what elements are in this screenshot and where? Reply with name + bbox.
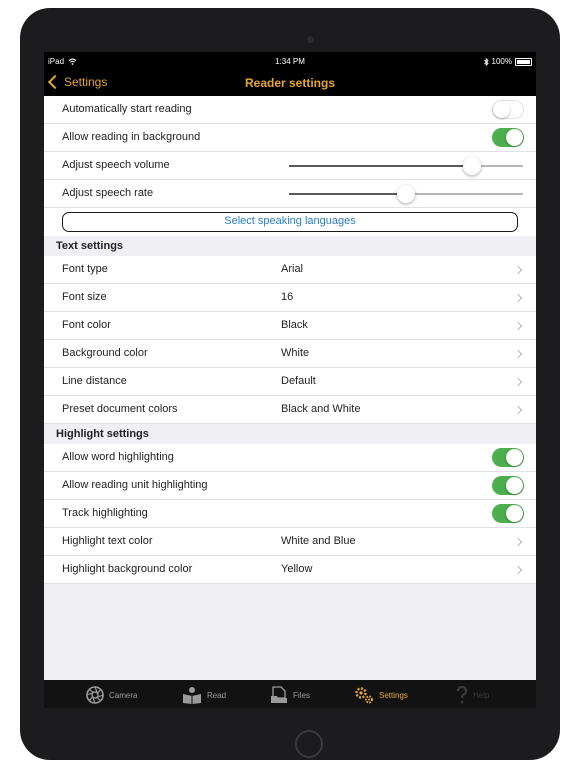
row-value: 16 [281, 291, 294, 303]
tab-bar [44, 680, 536, 708]
row-auto-start [44, 96, 536, 124]
battery-percent: 100% [491, 57, 512, 66]
toggle-knob [506, 449, 523, 466]
row-label: Track highlighting [62, 507, 148, 519]
row-label: Font color [62, 319, 111, 331]
row-background-color[interactable] [44, 340, 536, 368]
tab-label: Settings [379, 690, 408, 700]
tab-files[interactable] [270, 685, 310, 705]
camera-icon [86, 686, 104, 704]
help-icon [456, 686, 468, 704]
row-label: Allow reading unit highlighting [62, 479, 208, 491]
files-icon [270, 686, 288, 704]
tab-read[interactable] [182, 685, 226, 705]
slider-thumb[interactable] [463, 157, 481, 175]
toggle-knob [506, 477, 523, 494]
bluetooth-icon [484, 58, 489, 66]
row-speech-rate [44, 180, 536, 208]
chevron-right-icon [514, 294, 522, 302]
word-highlighting-toggle[interactable] [492, 448, 524, 467]
status-bar [44, 52, 536, 70]
auto-start-toggle[interactable] [492, 100, 524, 119]
row-label: Background color [62, 347, 148, 359]
reading-unit-highlighting-toggle[interactable] [492, 476, 524, 495]
status-time: 1:34 PM [275, 57, 305, 66]
row-font-size[interactable] [44, 284, 536, 312]
chevron-right-icon [514, 322, 522, 330]
row-preset-document-colors[interactable] [44, 396, 536, 424]
row-label: Adjust speech volume [62, 159, 170, 171]
row-reading-unit-highlighting [44, 472, 536, 500]
row-label: Preset document colors [62, 403, 178, 415]
row-value: Yellow [281, 563, 313, 575]
battery-icon [515, 58, 532, 66]
track-highlighting-toggle[interactable] [492, 504, 524, 523]
chevron-right-icon [514, 538, 522, 546]
row-label: Adjust speech rate [62, 187, 154, 199]
chevron-right-icon [514, 566, 522, 574]
tab-label: Read [207, 690, 227, 700]
slider-fill [289, 193, 406, 195]
speech-volume-slider[interactable] [289, 165, 523, 167]
row-word-highlighting [44, 444, 536, 472]
row-font-type[interactable] [44, 256, 536, 284]
slider-fill [289, 165, 472, 167]
page-title: Reader settings [244, 76, 336, 90]
row-value: Black [281, 319, 308, 331]
row-track-highlighting [44, 500, 536, 528]
tab-label: Files [293, 690, 310, 700]
front-camera [307, 36, 314, 43]
row-value: White and Blue [281, 535, 356, 547]
chevron-right-icon [514, 406, 522, 414]
read-icon [182, 686, 202, 704]
row-label: Highlight text color [62, 535, 153, 547]
row-label: Font type [62, 263, 108, 275]
row-label: Font size [62, 291, 107, 303]
row-value: Arial [281, 263, 304, 275]
tab-settings[interactable] [354, 685, 408, 705]
row-label: Allow word highlighting [62, 451, 174, 463]
navigation-bar [44, 70, 536, 96]
row-label: Allow reading in background [62, 131, 201, 143]
screen [44, 52, 536, 708]
row-label: Automatically start reading [62, 103, 192, 115]
background-reading-toggle[interactable] [492, 128, 524, 147]
row-speaking-languages [44, 208, 536, 236]
row-background-reading [44, 124, 536, 152]
slider-thumb[interactable] [397, 185, 415, 203]
row-highlight-background-color[interactable] [44, 556, 536, 584]
tab-help[interactable] [456, 685, 489, 705]
back-button-label: Settings [64, 75, 108, 89]
toggle-knob [493, 101, 510, 118]
gear-icon [354, 686, 374, 704]
row-font-color[interactable] [44, 312, 536, 340]
chevron-right-icon [514, 266, 522, 274]
row-value: Black and White [281, 403, 361, 415]
section-header-text-settings: Text settings [56, 240, 124, 252]
speech-rate-slider[interactable] [289, 193, 523, 195]
row-label: Highlight background color [62, 563, 193, 575]
toggle-knob [506, 129, 523, 146]
row-value: White [281, 347, 310, 359]
row-line-distance[interactable] [44, 368, 536, 396]
row-highlight-text-color[interactable] [44, 528, 536, 556]
tab-label: Camera [109, 690, 138, 700]
row-speech-volume [44, 152, 536, 180]
tab-label: Help [473, 690, 490, 700]
chevron-right-icon [514, 378, 522, 386]
device-name: iPad [48, 57, 65, 66]
row-value: Default [281, 375, 316, 387]
status-right [484, 57, 532, 66]
section-header-highlight-settings: Highlight settings [56, 428, 149, 440]
home-button[interactable] [295, 730, 323, 758]
chevron-right-icon [514, 350, 522, 358]
row-label: Line distance [62, 375, 127, 387]
toggle-knob [506, 505, 523, 522]
select-speaking-languages-button[interactable]: Select speaking languages [62, 212, 518, 232]
settings-list [44, 96, 536, 680]
tab-camera[interactable] [86, 685, 137, 705]
